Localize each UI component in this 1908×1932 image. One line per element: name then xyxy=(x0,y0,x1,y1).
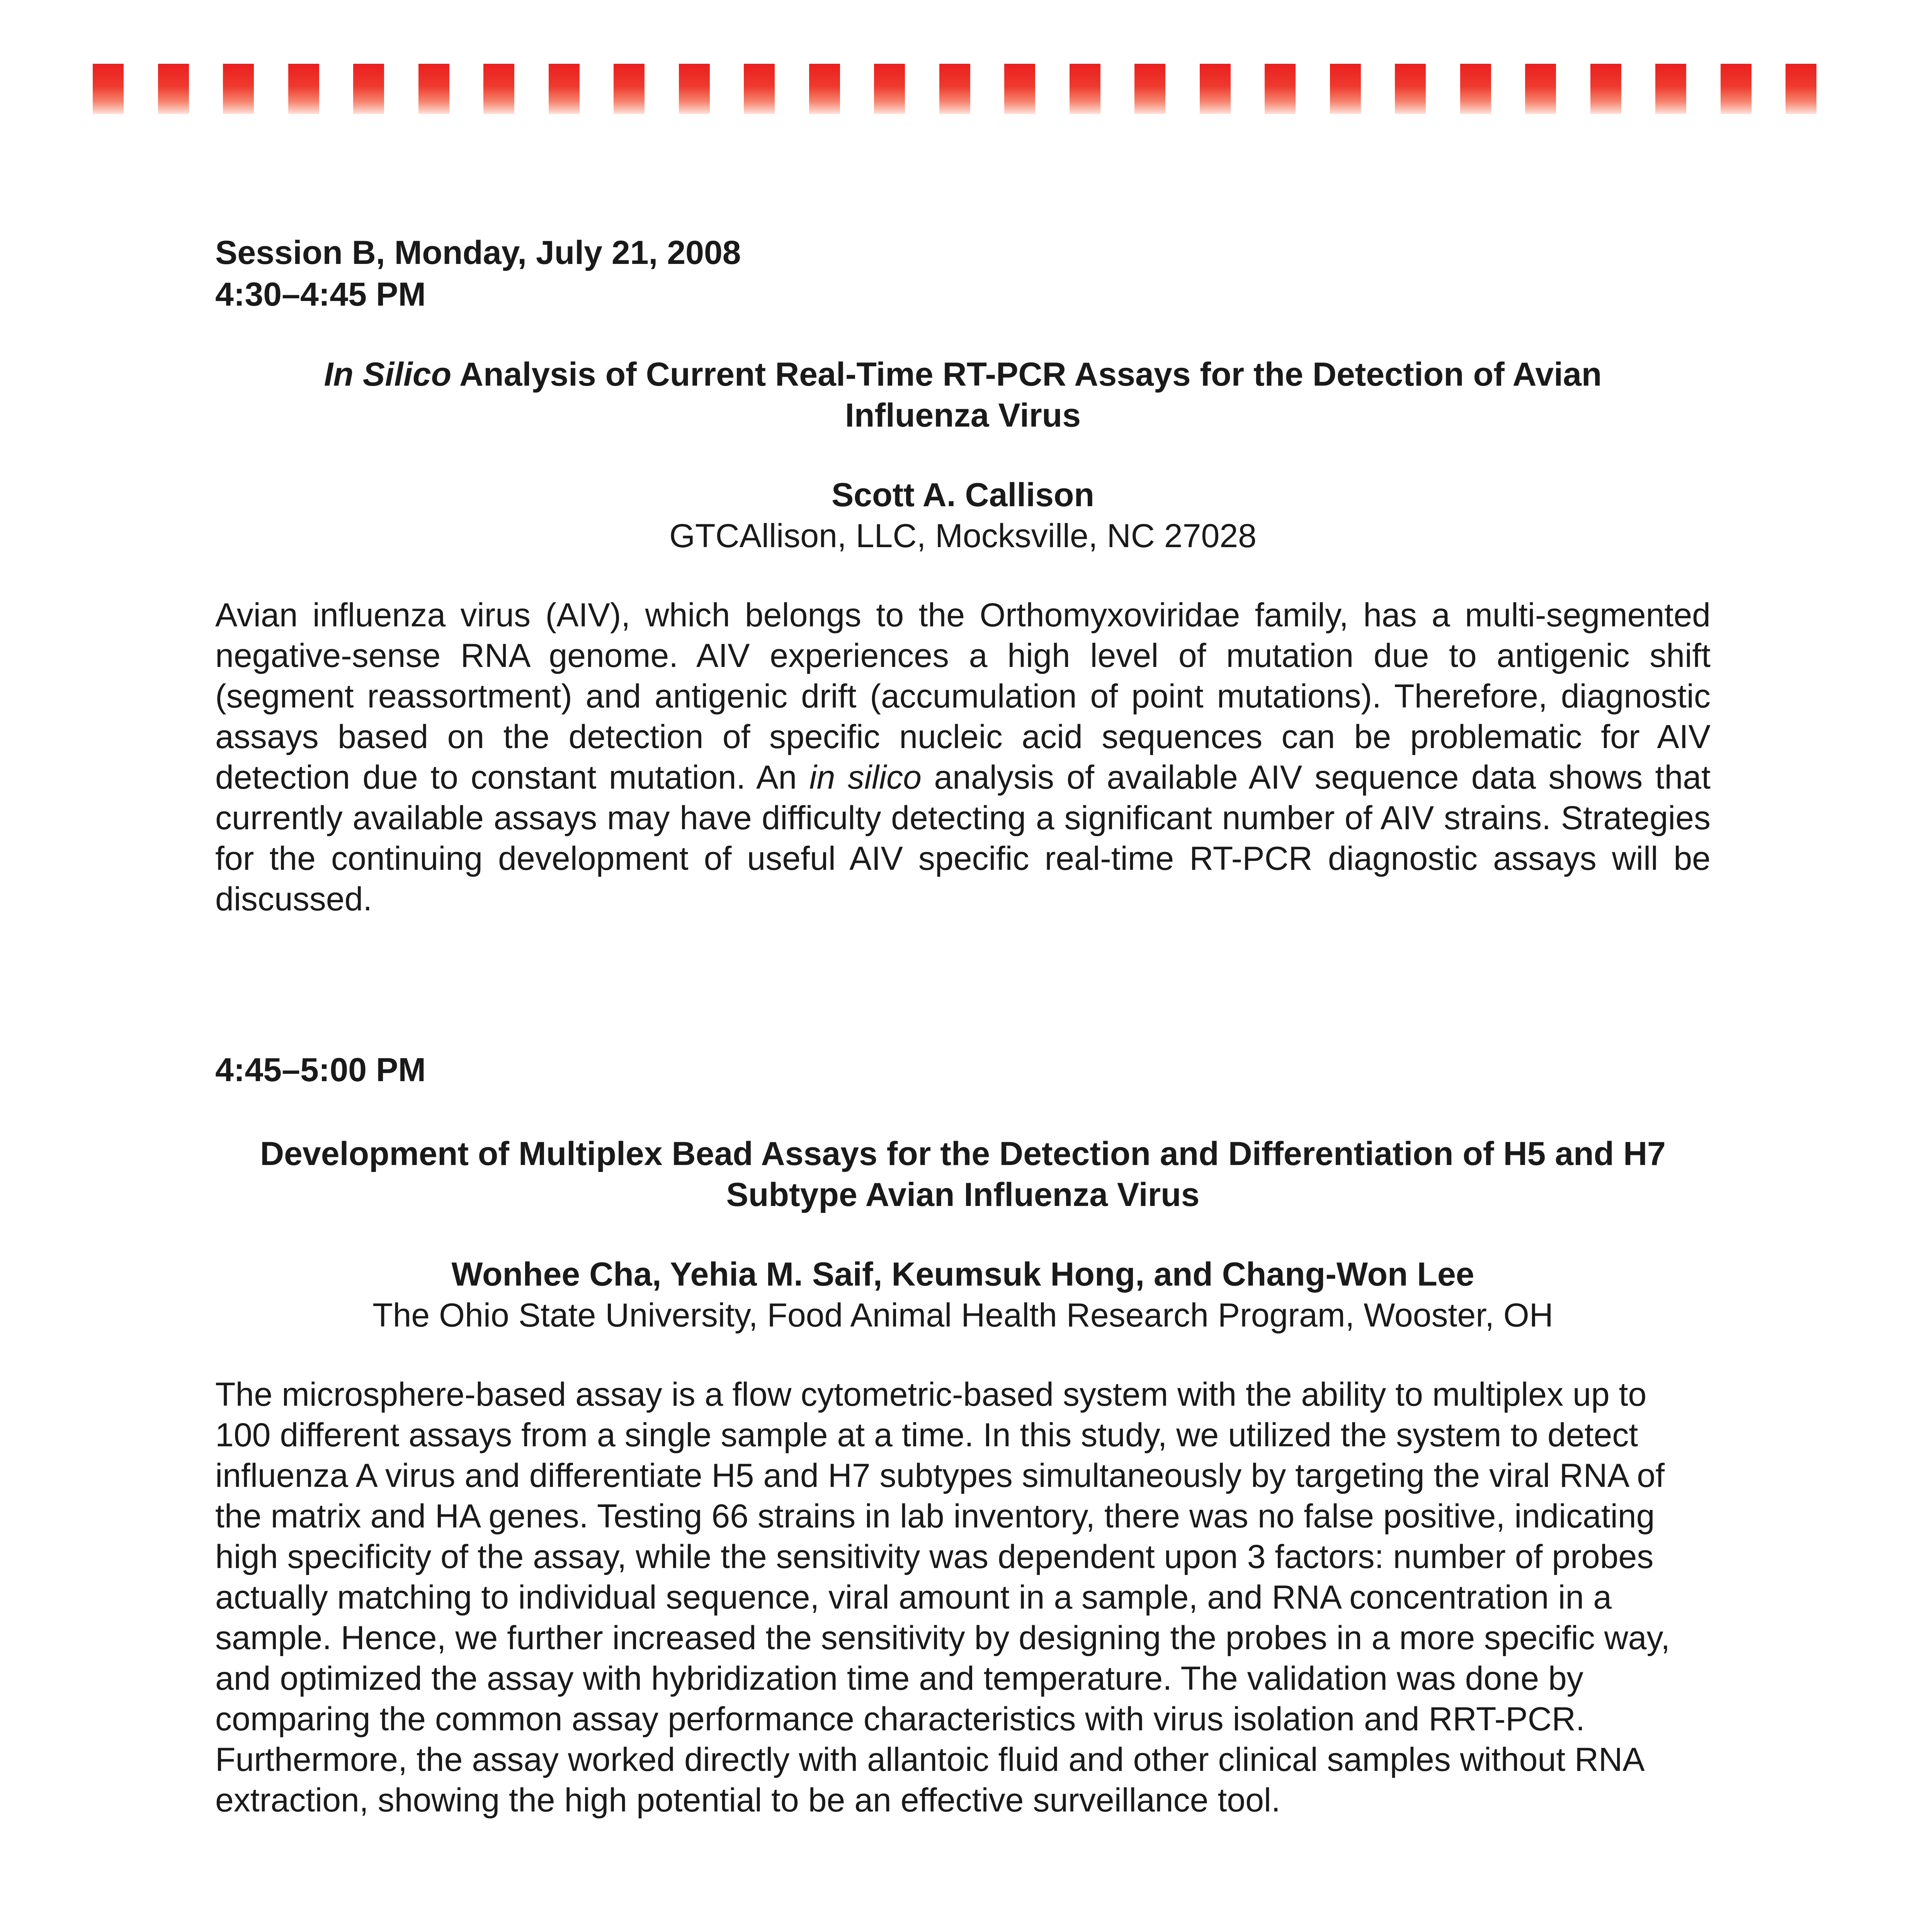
decorative-header-bar xyxy=(0,0,1908,128)
talk1-affiliation: GTCAllison, LLC, Mocksville, NC 27028 xyxy=(669,517,1257,554)
decorative-block xyxy=(744,64,775,114)
talk1-title-italic: In Silico xyxy=(324,356,452,393)
talk1-title xyxy=(215,354,1711,436)
decorative-block xyxy=(939,64,970,114)
decorative-block xyxy=(1721,64,1752,114)
decorative-block xyxy=(1786,64,1816,114)
talk1-abstract xyxy=(215,595,1711,920)
talk2-abstract: The microsphere-based assay is a flow cytometric-based system with the ability to multiplex up to 100 different assays from a single sample at a time. In this study, we utilized the system to detect influenza A virus and differentiate H5 and H7 subtypes simultaneously by targeting the viral RNA of the matrix and HA genes. Testing 66 strains in lab inventory, there was no false positive, indicating high specificity of the assay, while the sensitivity was dependent upon 3 factors: number of probes actually matching to individual sequence, viral amount in a sample, and RNA concentration in a sample. Hence, we further increased the sensitivity by designing the probes in a more specific way, and optimized the assay with hybridization time and temperature. The validation was done by comparing the common assay performance characteristics with virus isolation and RRT-PCR. Furthermore, the assay worked directly with allantoic fluid and other clinical samples without RNA extraction, showing the high potential to be an effective surveillance tool. xyxy=(215,1376,1670,1819)
decorative-block xyxy=(614,64,645,114)
decorative-block xyxy=(1200,64,1231,114)
talk1-title-line2: Influenza Virus xyxy=(845,397,1081,434)
talk2-affiliation: The Ohio State University, Food Animal Health Research Program, Wooster, OH xyxy=(372,1297,1553,1334)
decorative-block xyxy=(1004,64,1035,114)
session-heading: Session B, Monday, July 21, 2008 xyxy=(215,234,741,271)
talk2-title-line2: Subtype Avian Influenza Virus xyxy=(726,1176,1200,1213)
decorative-block xyxy=(1265,64,1296,114)
talk1-time: 4:30–4:45 PM xyxy=(215,276,426,313)
talk1-abstract-part1: Avian influenza virus (AIV), which belongs to the Orthomyxoviridae family, has a multi-segmented negative-sense RNA genome. AIV experiences a high level of mutation due to antigenic shift (segment reassortment) and antigenic drift (accumulation of point mutations). Therefore, diagnostic assays based on the detection of specific nucleic acid sequences can be problematic for AIV detection due to constant mutation. An xyxy=(215,597,1711,796)
decorative-block xyxy=(1525,64,1556,114)
talk1-author: Scott A. Callison xyxy=(831,476,1095,514)
talk1-abstract-italic: in silico xyxy=(809,759,922,796)
talk2-title-line1: Development of Multiplex Bead Assays for the Detection and Differentiation of H5 and H7 xyxy=(260,1135,1666,1172)
decorative-block xyxy=(158,64,189,114)
talk2-title xyxy=(215,1133,1711,1215)
decorative-block xyxy=(1134,64,1165,114)
decorative-block xyxy=(1070,64,1100,114)
talk2-authors: Wonhee Cha, Yehia M. Saif, Keumsuk Hong, and Chang-Won Lee xyxy=(451,1256,1474,1293)
decorative-block xyxy=(353,64,384,114)
decorative-block xyxy=(1330,64,1361,114)
decorative-block xyxy=(483,64,514,114)
decorative-block xyxy=(549,64,580,114)
decorative-block xyxy=(288,64,319,114)
decorative-block xyxy=(679,64,710,114)
talk1-title-rest: Analysis of Current Real-Time RT-PCR Assays for the Detection of Avian xyxy=(451,356,1602,393)
talk1-abstract-part2: analysis of available AIV sequence data shows that currently available assays may have difficulty detecting a significant number of AIV strains. Strategies for the continuing development of useful AIV specific real-time RT-PCR diagnostic assays will be discussed. xyxy=(215,759,1711,918)
page-content xyxy=(215,232,1711,1821)
decorative-block xyxy=(1395,64,1426,114)
decorative-block xyxy=(418,64,449,114)
decorative-block xyxy=(1590,64,1621,114)
decorative-block xyxy=(223,64,254,114)
decorative-block xyxy=(809,64,840,114)
decorative-block xyxy=(874,64,905,114)
decorative-block xyxy=(1655,64,1686,114)
decorative-block xyxy=(1460,64,1491,114)
talk2-time: 4:45–5:00 PM xyxy=(215,1051,426,1088)
decorative-block xyxy=(93,64,124,114)
